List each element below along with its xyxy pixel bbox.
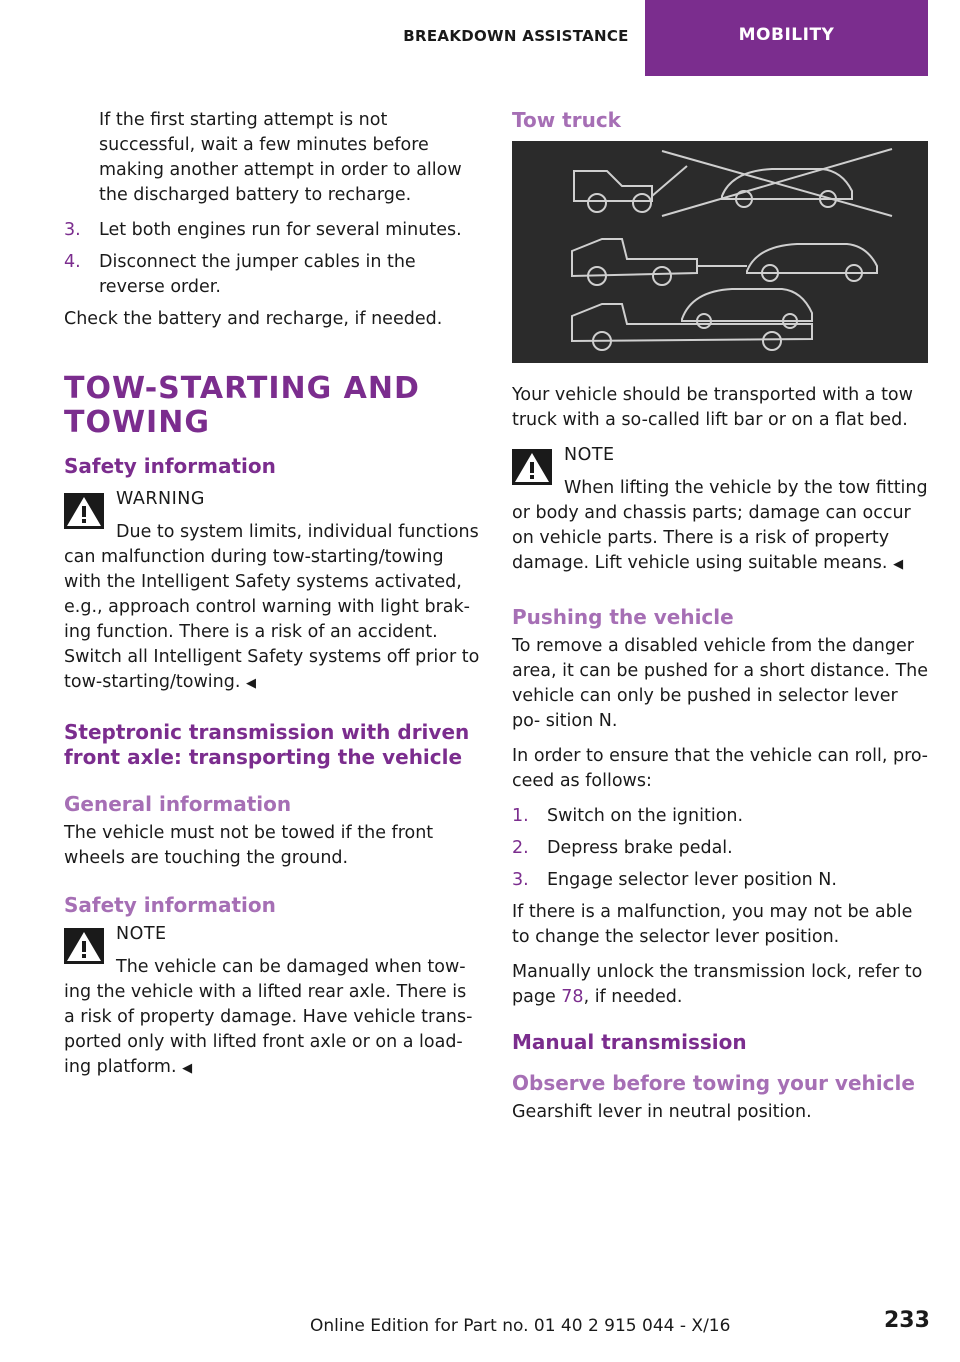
end-mark: ◀ bbox=[893, 557, 904, 572]
list-item bbox=[512, 868, 928, 893]
list-text: Let both engines run for several minutes. bbox=[99, 220, 462, 240]
chapter-tab-label: MOBILITY bbox=[667, 0, 906, 52]
end-mark: ◀ bbox=[182, 1061, 193, 1076]
list-text: Engage selector lever position N. bbox=[547, 870, 837, 890]
warning-label: WARNING bbox=[116, 489, 205, 509]
chapter-tab bbox=[645, 0, 928, 76]
list-item bbox=[512, 804, 928, 829]
tow-truck-text: Your vehicle should be transported with a tow truck with a so-called lift bar or on a flat bed. bbox=[512, 385, 913, 430]
warning-triangle-icon bbox=[64, 493, 104, 529]
note-text: The vehicle can be damaged when tow‐ ing the vehicle with a lifted rear axle. There is a risk of property damage. Have vehicle trans‐ ported only with lifted front axle or on a load‐ ing platform. ◀ bbox=[64, 957, 473, 1077]
list-text: Depress brake pedal. bbox=[547, 838, 733, 858]
safety-heading: Safety information bbox=[64, 454, 276, 478]
list-text: Switch on the ignition. bbox=[547, 806, 744, 826]
list-item bbox=[512, 836, 928, 861]
warning-notice bbox=[64, 487, 480, 696]
list-text: Disconnect the jumper cables in the reverse order. bbox=[99, 252, 416, 297]
right-column bbox=[512, 108, 928, 1135]
list-item bbox=[64, 218, 480, 243]
observe-heading: Observe before towing your vehicle bbox=[512, 1071, 915, 1095]
list-number: 3. bbox=[512, 870, 529, 890]
general-info-heading: General information bbox=[64, 792, 292, 816]
tow-truck-illustration bbox=[512, 141, 928, 363]
list-number: 3. bbox=[64, 220, 81, 240]
note-notice bbox=[64, 922, 480, 1081]
warning-triangle-icon bbox=[64, 928, 104, 964]
safety-info-heading: Safety information bbox=[64, 893, 276, 917]
page-link[interactable]: 78 bbox=[561, 987, 584, 1007]
warning-triangle-icon bbox=[512, 449, 552, 485]
steptronic-heading: Steptronic transmission with driven front axle: transporting the vehicle bbox=[64, 720, 470, 769]
general-info-text: The vehicle must not be towed if the front wheels are touching the ground. bbox=[64, 823, 434, 868]
pushing-heading: Pushing the vehicle bbox=[512, 605, 734, 629]
main-heading: TOW-STARTING AND TOWING bbox=[64, 371, 420, 440]
list-number: 4. bbox=[64, 252, 81, 272]
proceed-text: In order to ensure that the vehicle can roll, pro‐ ceed as follows: bbox=[512, 746, 928, 791]
intro-paragraph: If the first starting attempt is not successful, wait a few minutes before making another attempt in order to allow the discharged battery to recharge. bbox=[99, 110, 462, 205]
manual-transmission-heading: Manual transmission bbox=[512, 1030, 747, 1054]
list-number: 2. bbox=[512, 838, 529, 858]
malfunction-text: If there is a malfunction, you may not be able to change the selector lever position. bbox=[512, 902, 913, 947]
running-section-title: BREAKDOWN ASSISTANCE bbox=[403, 27, 629, 45]
note-label: NOTE bbox=[564, 445, 615, 465]
note-notice bbox=[512, 443, 928, 577]
pushing-text: To remove a disabled vehicle from the danger area, it can be pushed for a short distance. The vehicle can only be pushed in selector lever po‐ sition N. bbox=[512, 636, 928, 731]
tow-truck-heading: Tow truck bbox=[512, 108, 621, 132]
list-item bbox=[64, 250, 480, 300]
warning-text: Due to system limits, individual functions can malfunction during tow-starting/towing with the Intelligent Safety systems activated, e.g., approach control warning with light brak‐ ing function. There is a risk of an accident. Switch all Intelligent Safety systems off prior to tow-starting/towing. ◀ bbox=[64, 522, 480, 692]
footer-edition: Online Edition for Part no. 01 40 2 915 044 - X/16 bbox=[310, 1316, 731, 1336]
page-number: 233 bbox=[884, 1308, 930, 1333]
check-paragraph: Check the battery and recharge, if needed. bbox=[64, 309, 443, 329]
list-number: 1. bbox=[512, 806, 529, 826]
note-text: When lifting the vehicle by the tow fitting or body and chassis parts; damage can occur on vehicle parts. There is a risk of property damage. Lift vehicle using suitable means. ◀ bbox=[512, 478, 928, 573]
left-column bbox=[64, 108, 480, 1091]
page-footer bbox=[0, 1308, 960, 1346]
end-mark: ◀ bbox=[246, 676, 256, 691]
observe-text: Gearshift lever in neutral position. bbox=[512, 1102, 812, 1122]
unlock-text: Manually unlock the transmission lock, refer to page 78, if needed. bbox=[512, 962, 923, 1007]
note-label: NOTE bbox=[116, 924, 167, 944]
